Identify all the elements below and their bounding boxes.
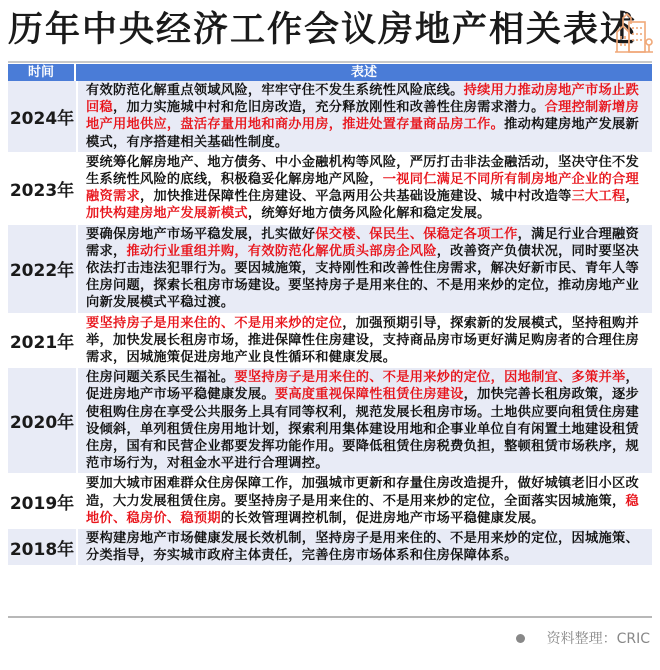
statement-cell bbox=[78, 368, 652, 473]
statement-text: ，加力实施城中村和危旧房改造，充分释放刚性和改善性住房需求潜力。 bbox=[112, 100, 545, 116]
year-cell: 2024年 bbox=[8, 81, 78, 152]
statement-text: ，加强预期引导，探索新的发展模式，坚持租购并举，加快发展长租房市场，推进保障性住房建设，支持商品房市场更好满足购房者的合理住房需求，因城施策促进房地产业良性循环和健康发展。 bbox=[86, 315, 639, 366]
year-cell: 2019年 bbox=[8, 474, 78, 528]
highlighted-text: 一视同仁满足不同所有制房地产企业的合理融资需求 bbox=[86, 172, 639, 205]
statement-text: 要确保房地产市场平稳发展，扎实做好 bbox=[86, 226, 316, 242]
highlighted-text: 三大工程 bbox=[571, 189, 626, 205]
statement-text: ，满足行业合理融资需求， bbox=[86, 226, 639, 259]
header-time: 时间 bbox=[8, 64, 76, 81]
highlighted-text: 持续用力推动房地产市场止跌回稳 bbox=[86, 83, 639, 116]
table-row bbox=[8, 225, 652, 314]
statement-text: 要构建房地产市场健康发展长效机制，坚持房子是用来住的、不是用来炒的定位，因城施策、分类指导，夯实城市政府主体责任，完善住房市场体系和住房保障体系。 bbox=[86, 531, 639, 564]
statement-cell bbox=[78, 529, 652, 565]
source-label: 资料整理：CRIC bbox=[546, 631, 650, 647]
bottom-divider bbox=[8, 616, 652, 618]
table-row bbox=[8, 314, 652, 369]
top-divider bbox=[8, 61, 652, 63]
table-row bbox=[8, 153, 652, 225]
highlighted-text: 保交楼、保民生、保稳定各项工作 bbox=[315, 226, 518, 242]
statement-cell bbox=[78, 474, 652, 528]
statement-text: 有效防范化解重点领域风险，牢牢守住不发生系统性风险底线。 bbox=[86, 83, 464, 98]
statement-text: 推动构建房地产发展新模式，有序搭建相关基础性制度。 bbox=[86, 117, 639, 150]
highlighted-text: 稳地价、稳房价、稳预期 bbox=[86, 493, 639, 526]
highlighted-text: 要高度重视保障性租赁住房建设 bbox=[274, 387, 464, 403]
statement-text: 住房问题关系民生福祉。 bbox=[86, 370, 235, 386]
statement-text: 要加大城市困难群众住房保障工作，加强城市更新和存量住房改造提升，做好城镇老旧小区改造，大力发展租赁住房。要坚持房子是用来住的、不是用来炒的定位，全面落实因城施策， bbox=[86, 476, 639, 509]
statements-table bbox=[8, 64, 652, 566]
year-cell: 2021年 bbox=[8, 314, 78, 368]
statement-text: ，统筹好地方债务风险化解和稳定发展。 bbox=[247, 206, 491, 222]
highlighted-text: 要坚持房子是用来住的、不是用来炒的定位，因地制宜、多策并举 bbox=[234, 370, 626, 386]
buildings-icon bbox=[613, 10, 655, 54]
header-statement: 表述 bbox=[350, 65, 377, 80]
statement-cell bbox=[78, 225, 652, 313]
year-cell: 2020年 bbox=[8, 368, 78, 473]
highlighted-text: 合理控制新增房地产用地供应，盘活存量用地和商办用房，推进处置存量商品房工作。 bbox=[86, 100, 640, 133]
page-title: 历年中央经济工作会议房地产相关表述 bbox=[8, 10, 638, 50]
statement-text: ， bbox=[625, 189, 640, 205]
table-header bbox=[8, 64, 652, 81]
table-row bbox=[8, 368, 652, 474]
statement-text: ，改善资产负债状况，同时要坚决依法打击违法犯罪行为。要因城施策，支持刚性和改善性住房需求，解决好新市民、青年人等住房问题，探索长租房市场建设。要坚持房子是用来住的、不是用来炒的定位，推动房地产业向新发展模式平稳过渡。 bbox=[86, 243, 639, 311]
statement-text: ，促进房地产市场平稳健康发展。 bbox=[86, 370, 640, 403]
statement-text: 的长效管理调控机制，促进房地产市场平稳健康发展。 bbox=[220, 510, 545, 526]
table-body bbox=[8, 81, 652, 566]
year-cell: 2022年 bbox=[8, 225, 78, 313]
statement-cell bbox=[78, 153, 652, 224]
statement-text: ，加快完善长租房政策，逐步使租购住房在享受公共服务上具有同等权利，规范发展长租房市场。土地供应要向租赁住房建设倾斜，单列租赁住房用地计划，探索利用集体建设用地和企事业单位自有闲置土地建设租赁住房，国有和民营企业都要发挥功能作用。要降低租赁住房税费负担，整顿租赁市场秩序，规范市场行为，对租金水平进行合理调控。 bbox=[86, 387, 639, 472]
highlighted-text: 推动行业重组并购，有效防范化解优质头部房企风险 bbox=[126, 243, 437, 259]
table-row bbox=[8, 529, 652, 566]
table-row bbox=[8, 474, 652, 529]
statement-text: ，加快推进保障性住房建设、平急两用公共基础设施建设、城中村改造等 bbox=[139, 189, 572, 205]
source-note bbox=[516, 628, 650, 648]
year-cell: 2018年 bbox=[8, 529, 78, 565]
highlighted-text: 要坚持房子是用来住的、不是用来炒的定位 bbox=[86, 315, 343, 331]
highlighted-text: 加快构建房地产发展新模式 bbox=[86, 206, 248, 222]
statement-cell bbox=[78, 81, 652, 152]
table-row bbox=[8, 81, 652, 153]
statement-text: 要统筹化解房地产、地方债务、中小金融机构等风险，严厉打击非法金融活动，坚决守住不发生系统性风险的底线，积极稳妥化解房地产风险， bbox=[86, 154, 639, 188]
statement-cell bbox=[78, 314, 652, 368]
bullet-icon bbox=[516, 634, 525, 643]
year-cell: 2023年 bbox=[8, 153, 78, 224]
